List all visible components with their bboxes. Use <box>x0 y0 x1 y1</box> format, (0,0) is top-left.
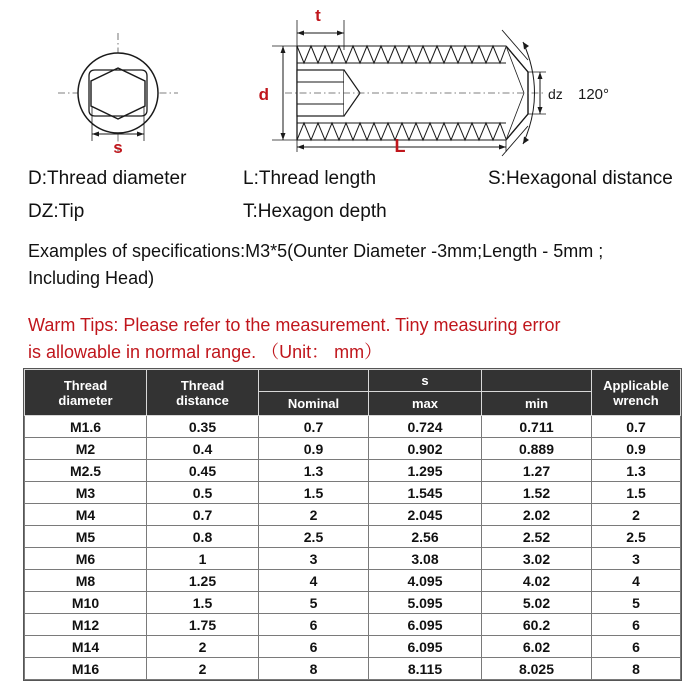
cell-thread_distance: 0.4 <box>147 438 259 460</box>
technical-diagram-area <box>0 0 700 160</box>
specification-table <box>24 369 681 680</box>
cell-nominal: 3 <box>259 548 369 570</box>
header-thread-distance-line-2: distance <box>176 392 229 408</box>
cell-max: 0.902 <box>369 438 482 460</box>
cell-wrench: 6 <box>592 636 681 658</box>
cell-max: 8.115 <box>369 658 482 680</box>
cell-thread_diameter: M12 <box>25 614 147 636</box>
table-row <box>25 658 681 680</box>
table-row <box>25 592 681 614</box>
cell-max: 1.545 <box>369 482 482 504</box>
cell-nominal: 6 <box>259 636 369 658</box>
cell-thread_distance: 0.7 <box>147 504 259 526</box>
cell-nominal: 5 <box>259 592 369 614</box>
cell-nominal: 0.9 <box>259 438 369 460</box>
header-nominal: Nominal <box>259 392 369 416</box>
header-thread-distance-line-1: Thread <box>180 377 225 393</box>
cell-thread_distance: 0.45 <box>147 460 259 482</box>
side-view-L-label: L <box>394 136 406 156</box>
cell-wrench: 0.9 <box>592 438 681 460</box>
cell-thread_diameter: M14 <box>25 636 147 658</box>
header-max: max <box>369 392 482 416</box>
cell-thread_diameter: M16 <box>25 658 147 680</box>
header-thread-distance <box>147 370 259 416</box>
cell-max: 6.095 <box>369 636 482 658</box>
table-row <box>25 504 681 526</box>
table-row <box>25 416 681 438</box>
legend-hexagon-depth: T:Hexagon depth <box>243 201 387 222</box>
cell-min: 1.27 <box>482 460 592 482</box>
cell-max: 0.724 <box>369 416 482 438</box>
cell-thread_diameter: M3 <box>25 482 147 504</box>
legend-thread-length: L:Thread length <box>243 168 377 189</box>
cell-min: 0.711 <box>482 416 592 438</box>
end-view-s-label: s <box>113 138 123 157</box>
header-thread-diameter-line-2: diameter <box>58 392 113 408</box>
cell-wrench: 1.3 <box>592 460 681 482</box>
warning-line-2: is allowable in normal range. （Unit： mm） <box>28 342 383 362</box>
cell-max: 3.08 <box>369 548 482 570</box>
cell-thread_distance: 1.75 <box>147 614 259 636</box>
header-blank-left <box>259 370 369 392</box>
cell-min: 1.52 <box>482 482 592 504</box>
cell-thread_distance: 1.25 <box>147 570 259 592</box>
header-group-s: s <box>369 370 482 392</box>
cell-thread_diameter: M2 <box>25 438 147 460</box>
table-row <box>25 460 681 482</box>
cell-nominal: 4 <box>259 570 369 592</box>
legend-row <box>28 168 678 201</box>
example-specification <box>28 238 678 292</box>
table-row <box>25 548 681 570</box>
cell-min: 6.02 <box>482 636 592 658</box>
cell-min: 5.02 <box>482 592 592 614</box>
warning-line-1: Warm Tips: Please refer to the measurement. Tiny measuring error <box>28 315 561 335</box>
cell-thread_diameter: M10 <box>25 592 147 614</box>
table-row <box>25 526 681 548</box>
table-row <box>25 570 681 592</box>
cell-wrench: 2.5 <box>592 526 681 548</box>
cell-thread_distance: 0.5 <box>147 482 259 504</box>
header-thread-diameter-line-1: Thread <box>63 377 108 393</box>
cell-nominal: 0.7 <box>259 416 369 438</box>
cell-thread_distance: 1 <box>147 548 259 570</box>
legend-hexagonal-distance: S:Hexagonal distance <box>488 168 673 189</box>
cell-wrench: 0.7 <box>592 416 681 438</box>
cell-thread_diameter: M5 <box>25 526 147 548</box>
cell-min: 2.52 <box>482 526 592 548</box>
table-header <box>25 370 681 416</box>
cell-thread_distance: 0.35 <box>147 416 259 438</box>
legend <box>28 168 678 234</box>
legend-tip: DZ:Tip <box>28 201 85 222</box>
cell-thread_diameter: M8 <box>25 570 147 592</box>
cell-thread_diameter: M1.6 <box>25 416 147 438</box>
cell-min: 60.2 <box>482 614 592 636</box>
cell-thread_distance: 2 <box>147 636 259 658</box>
screw-dimension-diagram <box>0 0 700 160</box>
cell-wrench: 1.5 <box>592 482 681 504</box>
cell-min: 8.025 <box>482 658 592 680</box>
cell-nominal: 1.3 <box>259 460 369 482</box>
header-thread-diameter <box>25 370 147 416</box>
side-view-angle-label: 120° <box>578 86 610 103</box>
cell-nominal: 2 <box>259 504 369 526</box>
cell-thread_diameter: M2.5 <box>25 460 147 482</box>
set-screw-side-view <box>259 6 609 156</box>
cell-wrench: 6 <box>592 614 681 636</box>
cell-wrench: 4 <box>592 570 681 592</box>
cell-max: 1.295 <box>369 460 482 482</box>
cell-min: 0.889 <box>482 438 592 460</box>
table-row <box>25 614 681 636</box>
header-blank-right <box>482 370 592 392</box>
side-view-d-label: d <box>258 85 269 104</box>
cell-min: 2.02 <box>482 504 592 526</box>
cell-wrench: 8 <box>592 658 681 680</box>
cell-nominal: 6 <box>259 614 369 636</box>
cell-max: 5.095 <box>369 592 482 614</box>
legend-row <box>28 201 678 234</box>
header-min: min <box>482 392 592 416</box>
cell-thread_distance: 1.5 <box>147 592 259 614</box>
warning-note <box>28 312 688 366</box>
legend-thread-diameter: D:Thread diameter <box>28 168 187 189</box>
header-applicable-wrench-line-2: wrench <box>613 392 659 408</box>
header-applicable-wrench-line-1: Applicable <box>603 377 669 393</box>
table-body <box>25 416 681 680</box>
cell-min: 3.02 <box>482 548 592 570</box>
side-view-t-label: t <box>315 6 321 25</box>
cell-nominal: 2.5 <box>259 526 369 548</box>
example-spec-line-2: Including Head) <box>28 268 155 288</box>
cell-max: 2.56 <box>369 526 482 548</box>
cell-wrench: 2 <box>592 504 681 526</box>
table-row <box>25 636 681 658</box>
cell-max: 2.045 <box>369 504 482 526</box>
cell-wrench: 3 <box>592 548 681 570</box>
cell-thread_diameter: M4 <box>25 504 147 526</box>
cell-max: 4.095 <box>369 570 482 592</box>
specification-table-wrapper <box>24 369 680 680</box>
header-applicable-wrench <box>592 370 681 416</box>
cell-nominal: 1.5 <box>259 482 369 504</box>
hex-socket-end-view <box>58 33 178 157</box>
cell-wrench: 5 <box>592 592 681 614</box>
cell-thread_diameter: M6 <box>25 548 147 570</box>
example-spec-line-1: Examples of specifications:M3*5(Ounter Diameter -3mm;Length - 5mm ; <box>28 241 604 261</box>
table-row <box>25 438 681 460</box>
cell-thread_distance: 2 <box>147 658 259 680</box>
cell-min: 4.02 <box>482 570 592 592</box>
cell-thread_distance: 0.8 <box>147 526 259 548</box>
cell-max: 6.095 <box>369 614 482 636</box>
table-row <box>25 482 681 504</box>
table-header-row-top <box>25 370 681 392</box>
cell-nominal: 8 <box>259 658 369 680</box>
side-view-dz-label: dz <box>548 86 563 102</box>
